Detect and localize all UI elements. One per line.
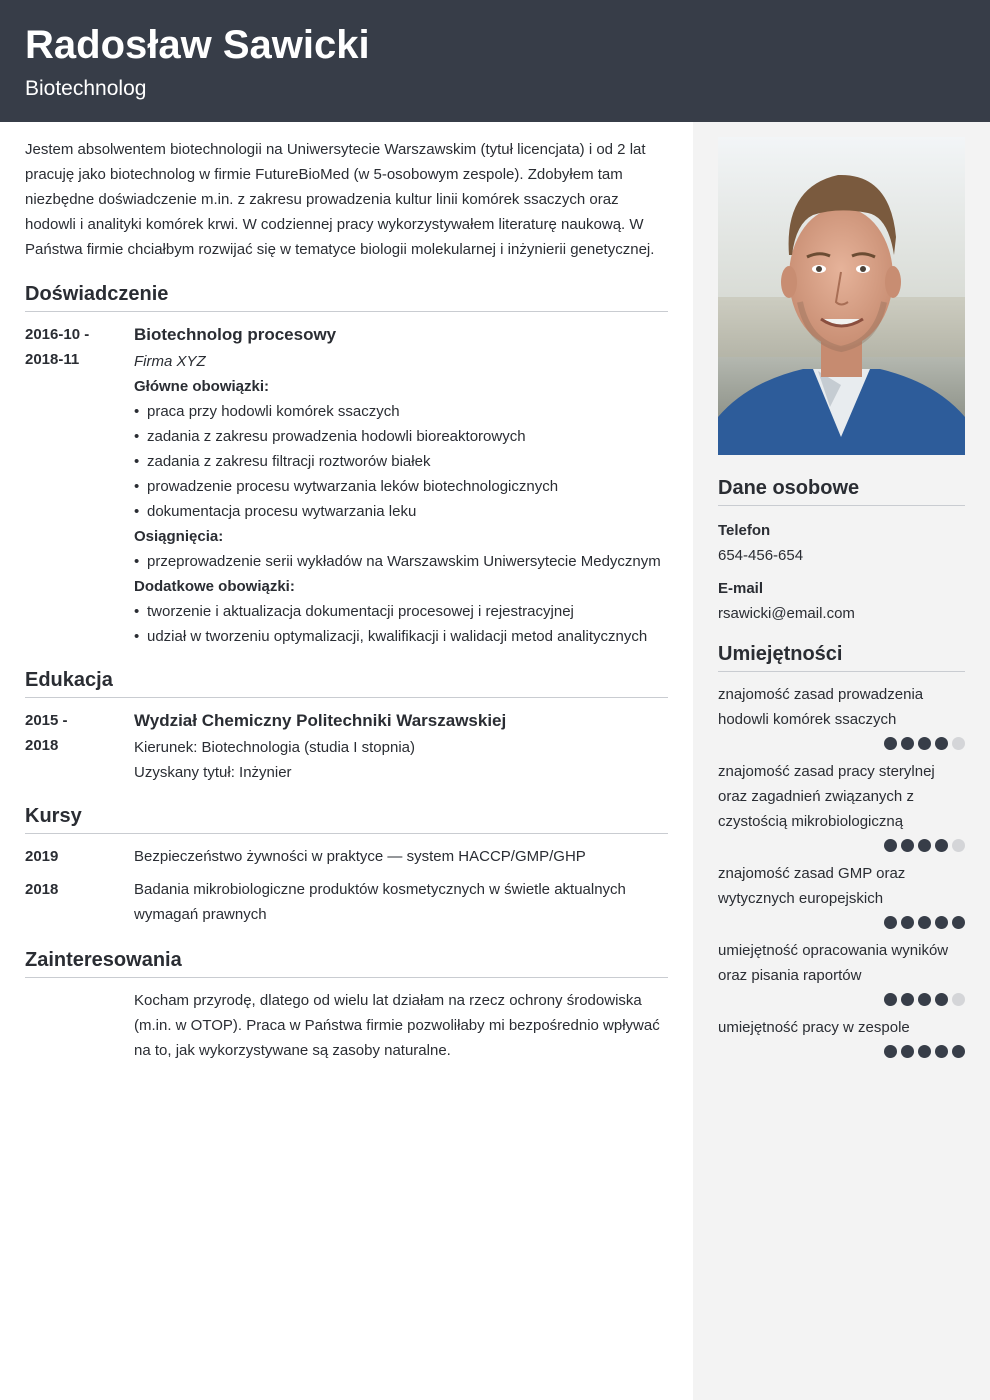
resume-header (0, 0, 990, 122)
rating-dot-filled (918, 737, 931, 750)
interests-text: Kocham przyrodę, dlatego od wielu lat działam na rzecz ochrony środowiska (m.in. w OTOP). Praca w Państwa firmie pozwoliłaby mi bezpośrednio wpływać na to, jak wykorzystywane są zasoby naturalne. (134, 992, 660, 1059)
skill-name: znajomość zasad GMP oraz wytycznych europejskich (718, 865, 906, 907)
skill-item (718, 861, 965, 929)
list-item: • udział w tworzeniu optymalizacji, kwalifikacji i walidacji metod analitycznych (134, 624, 668, 649)
interests-spacer (25, 988, 134, 1063)
skills-title: Umiejętności (718, 641, 965, 672)
course-name: Badania mikrobiologiczne produktów kosmetycznych w świetle aktualnych wymagań prawnych (134, 881, 626, 923)
candidate-role: Biotechnolog (25, 77, 147, 100)
school-name: Wydział Chemiczny Politechniki Warszawskiej (134, 711, 507, 730)
list-item: • zadania z zakresu filtracji roztworów białek (134, 449, 668, 474)
education-date-end: 2018 (25, 737, 59, 754)
rating-dot-filled (884, 993, 897, 1006)
rating-dot-filled (952, 916, 965, 929)
course-name: Bezpieczeństwo żywności w praktyce — system HACCP/GMP/GHP (134, 848, 586, 865)
skill-rating (718, 839, 965, 852)
experience-entry (25, 322, 668, 649)
rating-dot-filled (918, 916, 931, 929)
phone-value: 654-456-654 (718, 547, 804, 564)
extra-duties-list (134, 599, 668, 649)
course-entry (25, 877, 668, 927)
skill-rating (718, 993, 965, 1006)
education-date (25, 708, 134, 785)
profile-photo (718, 137, 965, 455)
course-year: 2018 (25, 881, 59, 898)
courses-section (25, 803, 668, 927)
list-item: • praca przy hodowli komórek ssaczych (134, 399, 668, 424)
education-section (25, 667, 668, 785)
experience-section (25, 281, 668, 649)
rating-dot-filled (901, 1045, 914, 1058)
education-entry (25, 708, 668, 785)
rating-dot-filled (935, 916, 948, 929)
interests-section (25, 947, 668, 1063)
experience-title: Doświadczenie (25, 281, 668, 312)
experience-date (25, 322, 134, 649)
duties-heading: Główne obowiązki: (134, 378, 270, 395)
education-title: Edukacja (25, 667, 668, 698)
job-title: Biotechnolog procesowy (134, 325, 337, 344)
course-entry (25, 844, 668, 869)
skill-item (718, 1015, 965, 1058)
rating-dot-empty (952, 993, 965, 1006)
candidate-name: Radosław Sawicki (25, 23, 370, 67)
rating-dot-filled (884, 1045, 897, 1058)
portrait-image (718, 137, 965, 455)
rating-dot-filled (884, 737, 897, 750)
list-item: • przeprowadzenie serii wykładów na Warszawskim Uniwersytecie Medycznym (134, 549, 668, 574)
summary: Jestem absolwentem biotechnologii na Uniwersytecie Warszawskim (tytuł licencjata) i od 2 lat pracuję jako biotechnolog w firmie FutureBioMed (w 5-osobowym zespole). Zdobyłem tam niezbędne doświadczenie m.in. z zakresu prowadzenia kultur linii komórek ssaczych oraz hodowli i analityki komórek krwi. W codziennej pracy wykorzystywałem literaturę naukową. W Państwa firmie chciałbym rozwijać się w tematyce biologii molekularnej i inżynierii genetycznej. (25, 141, 655, 258)
extra-duties-heading: Dodatkowe obowiązki: (134, 578, 295, 595)
education-body (134, 708, 668, 785)
interests-title: Zainteresowania (25, 947, 668, 978)
rating-dot-filled (884, 839, 897, 852)
courses-title: Kursy (25, 803, 668, 834)
duties-list (134, 399, 668, 524)
rating-dot-filled (935, 737, 948, 750)
education-degree: Uzyskany tytuł: Inżynier (134, 764, 292, 781)
skill-item (718, 938, 965, 1006)
company-name: Firma XYZ (134, 353, 206, 370)
skill-name: znajomość zasad prowadzenia hodowli komórek ssaczych (718, 686, 924, 728)
rating-dot-filled (935, 839, 948, 852)
education-field: Kierunek: Biotechnologia (studia I stopnia) (134, 739, 416, 756)
achievements-heading: Osiągnięcia: (134, 528, 224, 545)
rating-dot-filled (918, 993, 931, 1006)
rating-dot-filled (935, 1045, 948, 1058)
list-item: • dokumentacja procesu wytwarzania leku (134, 499, 668, 524)
rating-dot-filled (901, 839, 914, 852)
experience-date-start: 2016-10 - (25, 326, 90, 343)
skill-name: znajomość zasad pracy sterylnej oraz zagadnień związanych z czystością mikrobiologiczną (718, 763, 935, 830)
experience-body (134, 322, 668, 649)
email-value: rsawicki@email.com (718, 605, 855, 622)
list-item: • tworzenie i aktualizacja dokumentacji procesowej i rejestracyjnej (134, 599, 668, 624)
rating-dot-filled (901, 916, 914, 929)
interests-entry (25, 988, 668, 1063)
rating-dot-filled (901, 993, 914, 1006)
rating-dot-filled (918, 839, 931, 852)
rating-dot-filled (952, 1045, 965, 1058)
course-year: 2019 (25, 848, 59, 865)
skill-name: umiejętność opracowania wyników oraz pisania raportów (718, 942, 949, 984)
list-item: • prowadzenie procesu wytwarzania leków biotechnologicznych (134, 474, 668, 499)
rating-dot-filled (918, 1045, 931, 1058)
education-date-start: 2015 - (25, 712, 68, 729)
phone-label: Telefon (718, 522, 771, 539)
rating-dot-filled (935, 993, 948, 1006)
experience-date-end: 2018-11 (25, 351, 80, 368)
achievements-list (134, 549, 668, 574)
skill-name: umiejętność pracy w zespole (718, 1019, 910, 1036)
skills-list (718, 682, 965, 1058)
skill-item (718, 759, 965, 852)
rating-dot-empty (952, 737, 965, 750)
personal-info-title: Dane osobowe (718, 475, 965, 506)
rating-dot-filled (901, 737, 914, 750)
email-label: E-mail (718, 580, 764, 597)
skills-section (718, 641, 965, 1058)
skill-rating (718, 737, 965, 750)
personal-info-section (718, 475, 965, 626)
rating-dot-empty (952, 839, 965, 852)
list-item: • zadania z zakresu prowadzenia hodowli bioreaktorowych (134, 424, 668, 449)
skill-rating (718, 916, 965, 929)
skill-rating (718, 1045, 965, 1058)
rating-dot-filled (884, 916, 897, 929)
skill-item (718, 682, 965, 750)
main-column (25, 137, 668, 1063)
